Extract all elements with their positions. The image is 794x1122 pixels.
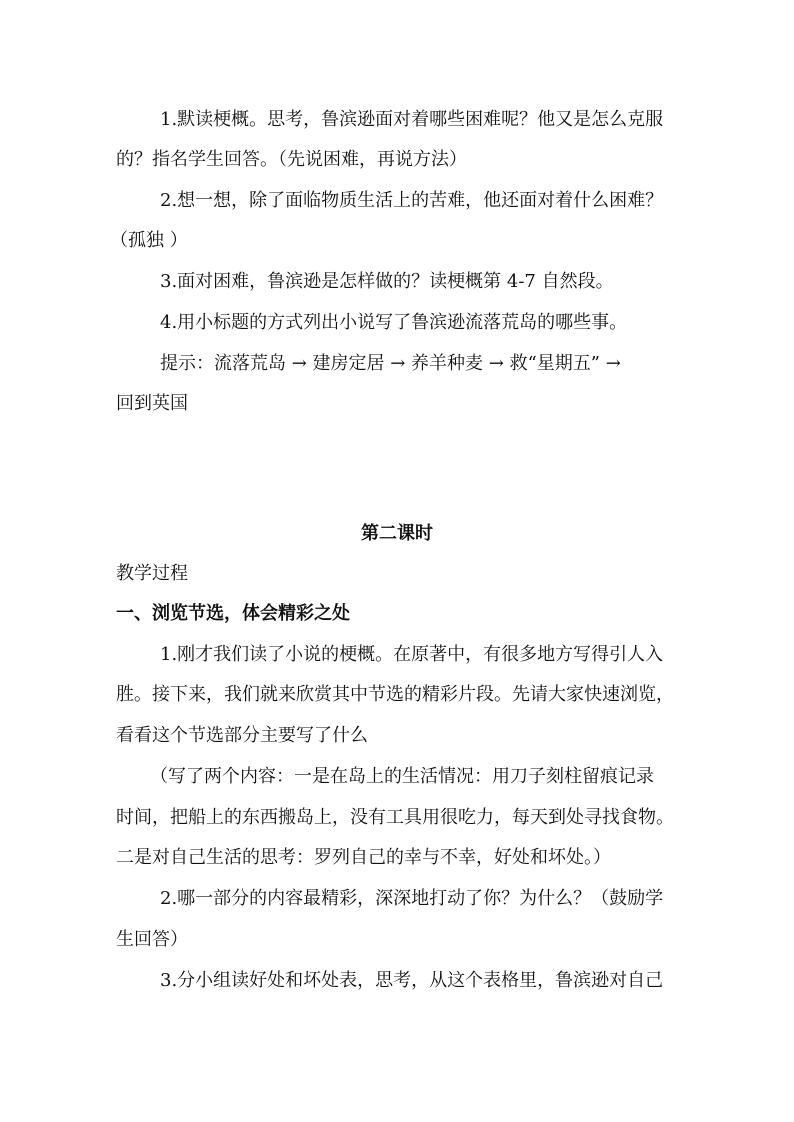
paragraph2-line2: 时间，把船上的东西搬岛上，没有工具用很吃力，每天到处寻找食物。	[116, 807, 674, 828]
item1-line1: 1.默读梗概。思考，鲁滨逊面对着哪些困难呢？他又是怎么克服	[160, 109, 664, 130]
hint-line1: 提示：流落荒岛 → 建房定居 → 养羊种麦 → 救“星期五” →	[160, 353, 621, 374]
paragraph1-line1: 1.刚才我们读了小说的梗概。在原著中，有很多地方写得引人入	[160, 644, 664, 665]
hint-line2: 回到英国	[116, 393, 188, 414]
paragraph3-line1: 2.哪一部分的内容最精彩，深深地打动了你？为什么？（鼓励学	[160, 888, 664, 909]
paragraph3-line2: 生回答）	[116, 929, 188, 950]
lesson-title: 第二课时	[361, 523, 433, 544]
paragraph2-line3: 二是对自己生活的思考：罗列自己的幸与不幸，好处和坏处。）	[116, 847, 611, 868]
process-label: 教学过程	[116, 563, 188, 584]
item3-text: 3.面对困难，鲁滨逊是怎样做的？读梗概第 4-7 自然段。	[160, 271, 614, 292]
paragraph1-line2: 胜。接下来，我们就来欣赏其中节选的精彩片段。先请大家快速浏览，	[116, 684, 674, 705]
paragraph4-line1: 3.分小组读好处和坏处表，思考，从这个表格里，鲁滨逊对自己	[160, 970, 664, 991]
item2-line1: 2.想一想，除了面临物质生活上的苦难，他还面对着什么困难？	[160, 190, 664, 211]
paragraph2-line1: （写了两个内容：一是在岛上的生活情况：用刀子刻柱留痕记录	[150, 766, 654, 787]
item2-line2: （孤独 ）	[110, 230, 188, 251]
item4-text: 4.用小标题的方式列出小说写了鲁滨逊流落荒岛的哪些事。	[160, 312, 628, 333]
item1-line2: 的？指名学生回答。（先说困难，再说方法）	[116, 149, 467, 170]
paragraph1-line3: 看看这个节选部分主要写了什么	[116, 725, 368, 746]
section-heading: 一、浏览节选，体会精彩之处	[116, 603, 350, 624]
